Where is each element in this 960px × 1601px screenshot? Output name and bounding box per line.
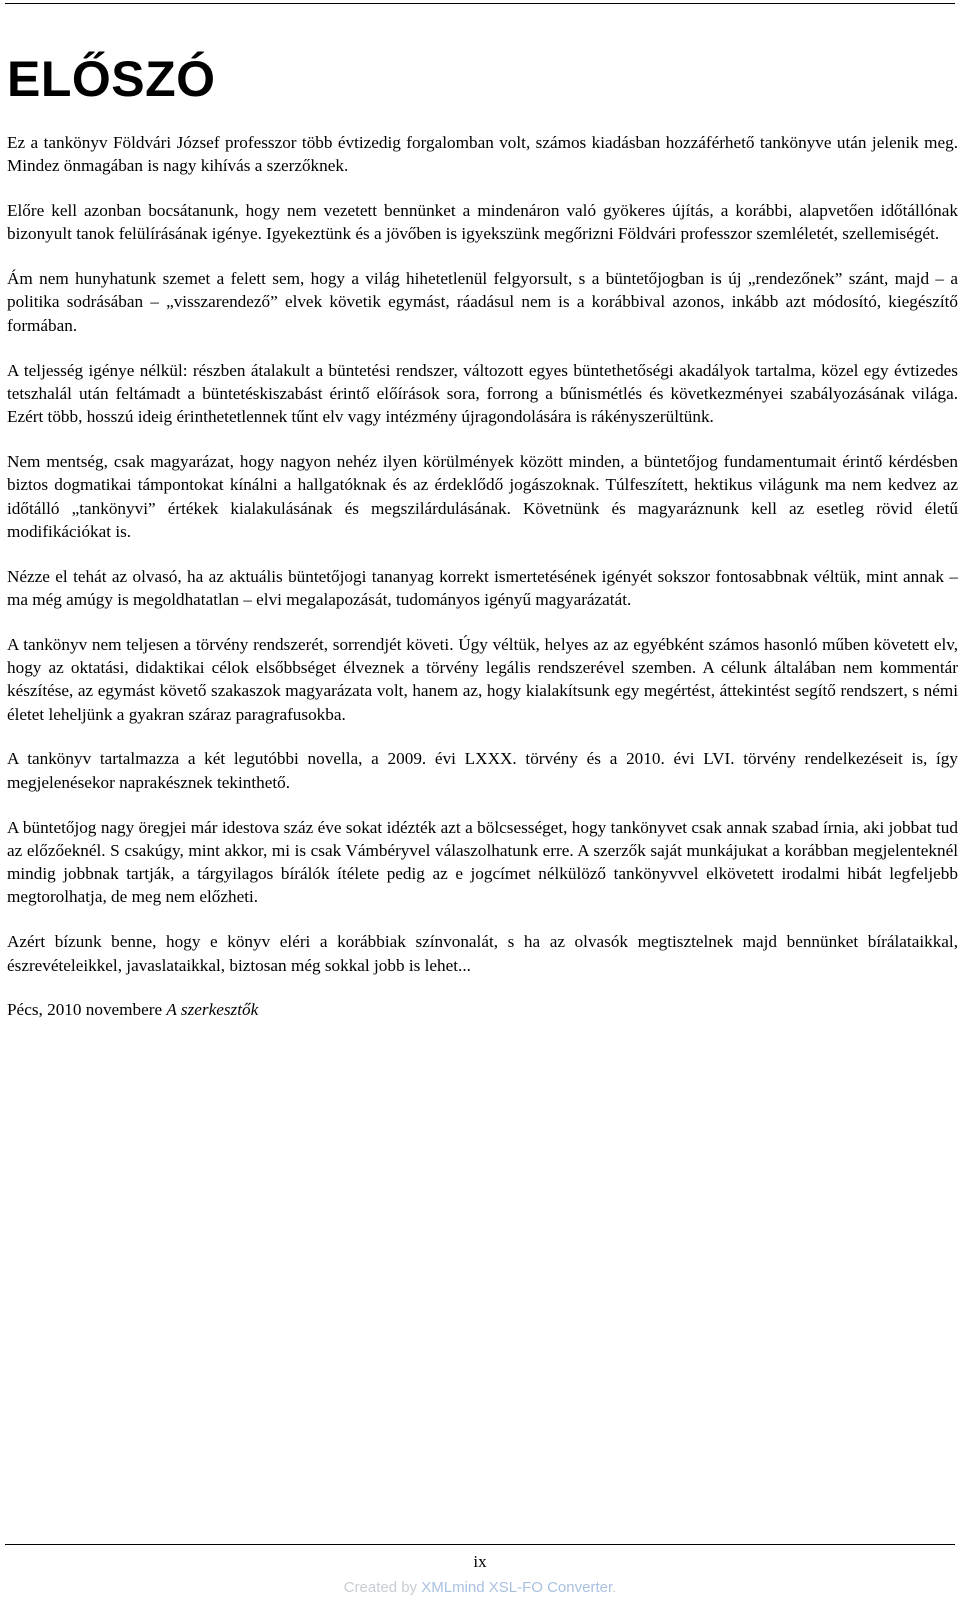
paragraph-5: Nem mentség, csak magyarázat, hogy nagyon nehéz ilyen körülmények között minden, a büntetőjog fundamentumait érintő kérdésben biztos dogmatikai támpontokat kínálni a hallgatóknak és az érdeklődő jogászoknak. Túlfeszített, hektikus világunk ma nem kedvez az időtálló „tankönyvi” értékek kialakulásának és megszilárdulásának. Követnünk és magyaráznunk kell az esetleg rövid életű modifikációkat is. [7, 451, 958, 541]
paragraph-2: Előre kell azonban bocsátanunk, hogy nem vezetett bennünket a mindenáron való gyökeres újítás, a korábbi, alapvetően időtállónak bizonyult tanok felülírásának igénye. Igyekeztünk és a jövőben is igyekszünk megőrizni Földvári professzor szemléletét, szellemiségét. [7, 201, 958, 244]
converter-watermark [0, 1578, 960, 1598]
paragraph-7: A tankönyv nem teljesen a törvény rendszerét, sorrendjét követi. Úgy véltük, helyes az az egyébként számos hasonló műben követett elv, hogy az oktatási, didaktikai célok elsőbbséget élveznek a törvény legális rendszerével szemben. A célunk általában nem kommentár készítése, az egymást követő szakaszok magyarázata volt, hanem az, hogy kialakítsunk egy megértést, áttekintést segítő rendszert, s némi életet leheljünk a gyakran száraz paragrafusokba. [7, 634, 958, 724]
paragraph-9: A büntetőjog nagy öregjei már idestova száz éve sokat idézték azt a bölcsességet, hogy tankönyvet csak annak szabad írnia, aki jobbat tud az előzőeknél. S csakúgy, mint akkor, mi is csak Vámbéryvel válaszolhatunk erre. A szerzők saját munkájukat a korábban megjelenteknél mindig jobbnak tartják, a tárgyilagos bírálók ítélete pedig az e jogcímet nélkülöző tankönyvvel elkövetett irodalmi hibát legfeljebb megtorolhatja, de meg nem előzheti. [7, 817, 958, 907]
signature: A szerkesztők [166, 1000, 259, 1020]
paragraph-10: Azért bízunk benne, hogy e könyv eléri a korábbiak színvonalát, s ha az olvasók megtisztelnek majd bennünket bírálataikkal, észrevételeikkel, javaslataikkal, biztosan még sokkal jobb is lehet... [7, 932, 958, 975]
page-number: ix [473, 1552, 487, 1571]
footer-rule [5, 1544, 955, 1545]
place-date: Pécs, 2010 novembere [7, 1000, 163, 1020]
paragraph-8: A tankönyv tartalmazza a két legutóbbi novella, a 2009. évi LXXX. törvény és a 2010. évi LVI. törvény rendelkezéseit is, így megjelenésekor naprakésznek tekinthető. [7, 749, 958, 792]
paragraph-6: Nézze el tehát az olvasó, ha az aktuális büntetőjogi tananyag korrekt ismertetésének igényét sokszor fontosabbnak véltük, mint annak – ma még amúgy is megoldhatatlan – elvi megalapozását, tudományos igényű magyarázatát. [7, 566, 958, 609]
body-text [7, 131, 958, 1043]
page-title: ELŐSZÓ [7, 51, 216, 107]
watermark-brand: XMLmind XSL-FO Converter [421, 1579, 613, 1596]
header-rule [5, 3, 955, 4]
closing-line [7, 998, 958, 1021]
watermark-prefix: Created by [343, 1579, 418, 1596]
watermark-suffix: . [612, 1579, 617, 1596]
paragraph-1: Ez a tankönyv Földvári József professzor több évtizedig forgalomban volt, számos kiadásban hozzáférhető tankönyve után jelenik meg. Mindez önmagában is nagy kihívás a szerzőknek. [7, 133, 958, 176]
paragraph-4: A teljesség igénye nélkül: részben átalakult a büntetési rendszer, változott egyes büntethetőségi akadályok tartalma, közel egy évtizedes tetszhalál után feltámadt a büntetéskiszabást érintő előírások sora, forrong a bűnismétlés és következményei szabályozásának világa. Ezért több, hosszú ideig érinthetetlennek tűnt elv vagy intézmény újragondolására is rákényszerültünk. [7, 360, 958, 427]
paragraph-3: Ám nem hunyhatunk szemet a felett sem, hogy a világ hihetetlenül felgyorsult, s a büntetőjogban is új „rendezőnek” szánt, majd – a politika sodrásában – „visszarendező” elvek követik egymást, ráadásul nem is a korábbival azonos, inkább azt módosító, kiegészítő formában. [7, 269, 958, 335]
